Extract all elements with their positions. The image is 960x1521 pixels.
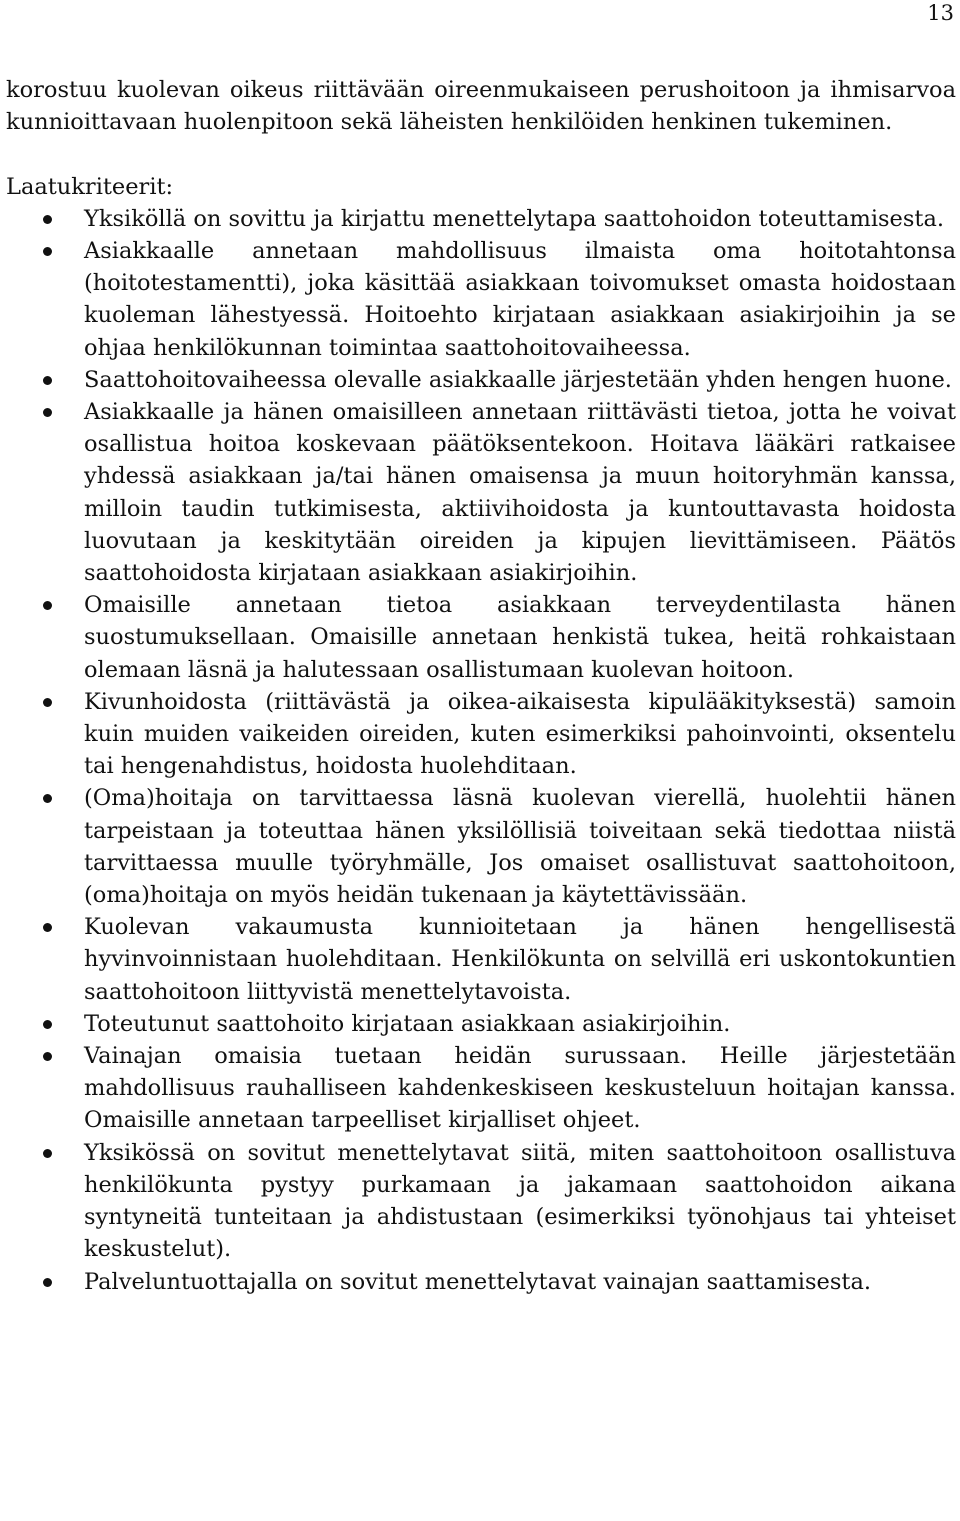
bullet-icon	[43, 1149, 52, 1158]
bullet-icon	[43, 923, 52, 932]
list-item-text: Kuolevan vakaumusta kunnioitetaan ja hänen hengellisestä hyvinvoinnistaan huolehditaan. Henkilökunta on selvillä eri uskontokuntien saattohoitoon liittyvistä menettelytavoista.	[84, 914, 956, 1005]
list-item	[6, 782, 956, 911]
list-item	[6, 1008, 956, 1040]
list-item	[6, 686, 956, 783]
list-item-text: Asiakkaalle annetaan mahdollisuus ilmaista oma hoitotahtonsa (hoitotestamentti), joka käsittää asiakkaan toivomukset omasta hoidostaan kuoleman lähestyessä. Hoitoehto kirjataan asiakkaan asiakirjoihin ja se ohjaa henkilökunnan toimintaa saattohoitovaiheessa.	[84, 238, 956, 361]
bullet-icon	[43, 247, 52, 256]
list-item	[6, 396, 956, 589]
list-item-text: Kivunhoidosta (riittävästä ja oikea-aikaisesta kipulääkityksestä) samoin kuin muiden vaikeiden oireiden, kuten esimerkiksi pahoinvointi, oksentelu tai hengenahdistus, hoidosta huolehditaan.	[84, 688, 956, 780]
bullet-icon	[43, 376, 52, 385]
list-item-text: Yksikössä on sovitut menettelytavat siitä, miten saattohoitoon osallistuva henkilökunta pystyy purkamaan ja jakamaan saattohoidon aikana syntyneitä tunteitaan ja ahdistustaan (esimerkiksi työnohjaus tai yhteiset keskustelut).	[84, 1139, 956, 1263]
criteria-list	[6, 203, 956, 1298]
list-item	[6, 589, 956, 686]
list-item-text: Toteutunut saattohoito kirjataan asiakkaan asiakirjoihin.	[84, 1010, 731, 1037]
list-item	[6, 203, 956, 235]
list-item	[6, 1266, 956, 1298]
list-item	[6, 235, 956, 364]
list-item-text: Saattohoitovaiheessa olevalle asiakkaalle järjestetään yhden hengen huone.	[84, 366, 952, 393]
bullet-icon	[43, 1020, 52, 1029]
list-item	[6, 364, 956, 396]
document-body	[6, 74, 956, 1298]
bullet-icon	[43, 601, 52, 610]
bullet-icon	[43, 408, 52, 417]
list-item-text: Asiakkaalle ja hänen omaisilleen annetaan riittävästi tietoa, jotta he voivat osallistua hoitoa koskevaan päätöksentekoon. Hoitava lääkäri ratkaisee yhdessä asiakkaan ja/tai hänen omaisensa ja muun hoitoryhmän kanssa, milloin taudin tutkimisesta, aktiivihoidosta ja kuntouttavasta hoidosta luovutaan ja keskitytään oireiden ja kipujen lievittämiseen. Päätös saattohoidosta kirjataan asiakkaan asiakirjoihin.	[84, 399, 956, 587]
list-item-text: (Oma)hoitaja on tarvittaessa läsnä kuolevan vierellä, huolehtii hänen tarpeistaan ja toteuttaa hänen yksilöllisiä toiveitaan sekä tiedottaa niistä tarvittaessa muulle työryhmälle, Jos omaiset osallistuvat saattohoitoon, (oma)hoitaja on myös heidän tukenaan ja käytettävissään.	[84, 785, 956, 909]
bullet-icon	[43, 794, 52, 803]
page-number: 13	[927, 1, 954, 25]
bullet-icon	[43, 698, 52, 707]
bullet-icon	[43, 1278, 52, 1287]
list-item	[6, 911, 956, 1008]
list-item-text: Palveluntuottajalla on sovitut menettelytavat vainajan saattamisesta.	[84, 1268, 872, 1295]
list-item-text: Vainajan omaisia tuetaan heidän surussaan. Heille järjestetään mahdollisuus rauhalliseen kahdenkeskiseen keskusteluun hoitajan kanssa. Omaisille annetaan tarpeelliset kirjalliset ohjeet.	[84, 1043, 956, 1134]
bullet-icon	[43, 1052, 52, 1061]
criteria-heading: Laatukriteerit:	[6, 173, 174, 200]
list-item	[6, 1137, 956, 1266]
intro-paragraph: korostuu kuolevan oikeus riittävään oireenmukaiseen perushoitoon ja ihmisarvoa kunnioittavaan huolenpitoon sekä läheisten henkilöiden henkinen tukeminen.	[6, 77, 956, 136]
bullet-icon	[43, 215, 52, 224]
list-item-text: Omaisille annetaan tietoa asiakkaan terveydentilasta hänen suostumuksellaan. Omaisille annetaan henkistä tukea, heitä rohkaistaan olemaan läsnä ja halutessaan osallistumaan kuolevan hoitoon.	[84, 592, 956, 683]
list-item	[6, 1040, 956, 1137]
list-item-text: Yksiköllä on sovittu ja kirjattu menettelytapa saattohoidon toteuttamisesta.	[84, 205, 945, 232]
